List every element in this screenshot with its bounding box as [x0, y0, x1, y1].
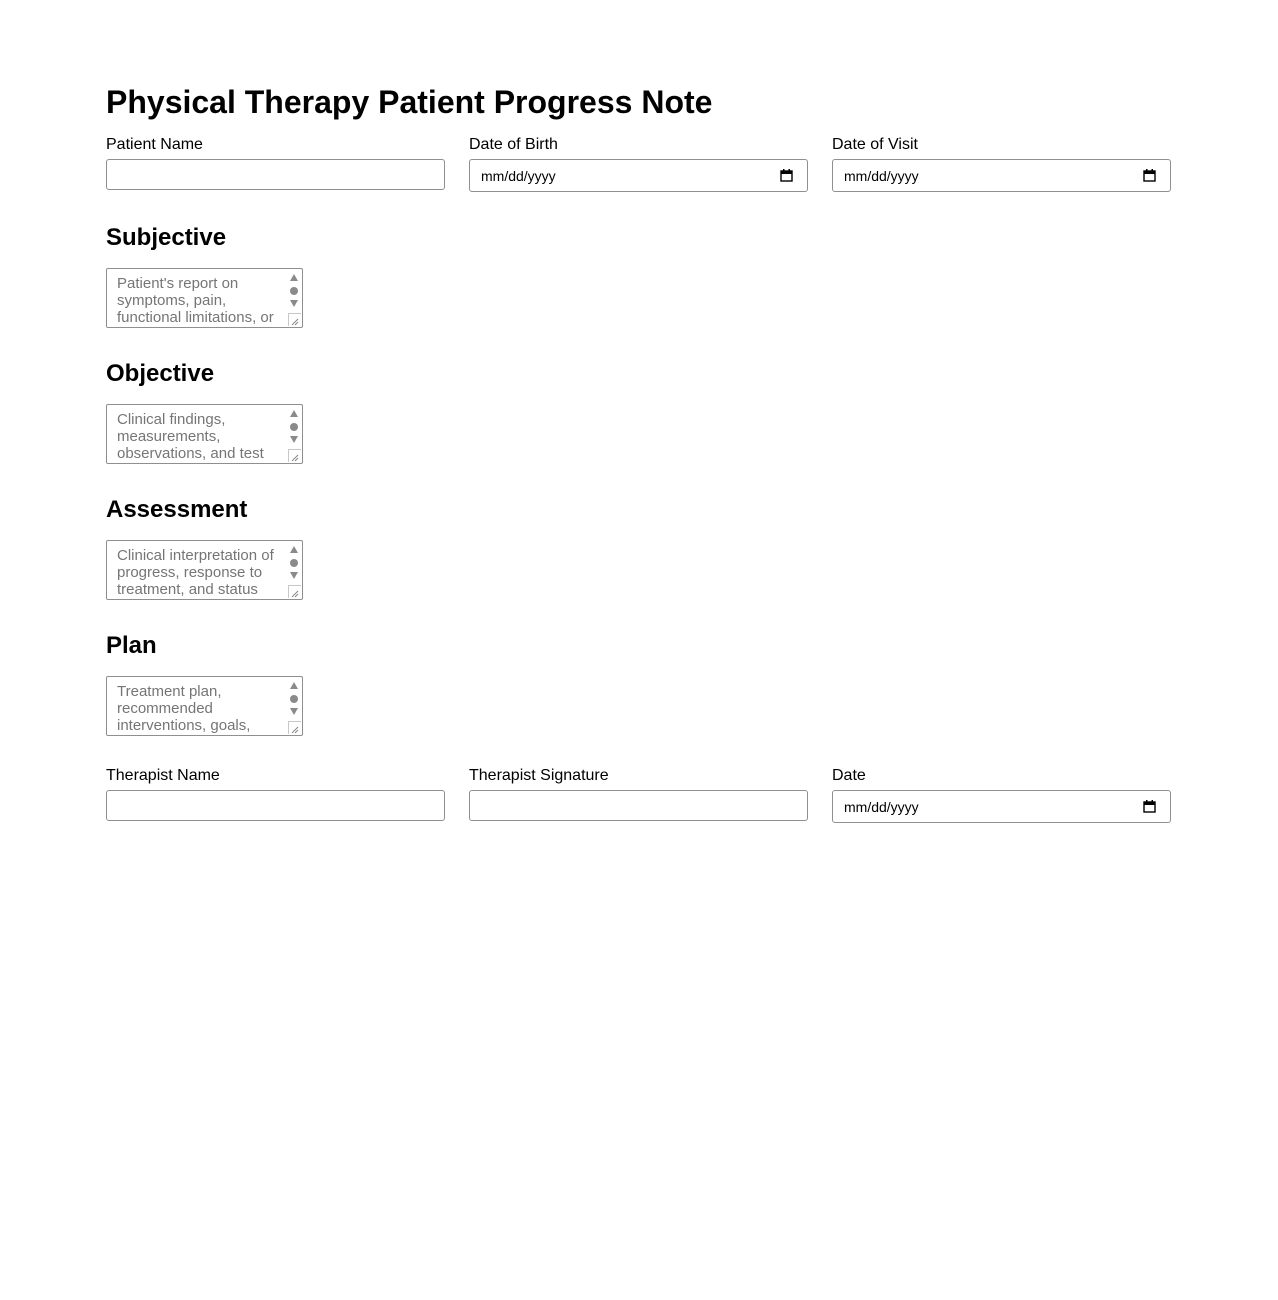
objective-heading: Objective — [106, 360, 215, 387]
scroll-up-arrow-icon — [290, 274, 298, 281]
calendar-icon[interactable] — [1143, 169, 1156, 182]
date-of-visit-input[interactable] — [832, 159, 1171, 192]
scroll-thumb — [290, 423, 298, 431]
resize-grip-icon[interactable] — [288, 585, 301, 598]
patient-name-field — [106, 136, 445, 192]
therapist-name-field — [106, 767, 445, 823]
scroll-down-arrow-icon — [290, 300, 298, 307]
therapist-date-placeholder: mm/dd/yyyy — [844, 798, 919, 815]
assessment-textarea[interactable] — [106, 540, 303, 600]
scroll-down-arrow-icon — [290, 708, 298, 715]
therapist-signature-field — [469, 767, 808, 823]
subjective-heading: Subjective — [106, 224, 227, 251]
therapist-date-field — [832, 767, 1171, 823]
page-title: Physical Therapy Patient Progress Note — [106, 84, 713, 120]
scroll-up-arrow-icon — [290, 410, 298, 417]
therapist-signature-label: Therapist Signature — [469, 767, 609, 784]
plan-textarea[interactable] — [106, 676, 303, 736]
scroll-thumb — [290, 287, 298, 295]
scroll-down-arrow-icon — [290, 436, 298, 443]
patient-info-row — [106, 136, 1172, 192]
plan-heading: Plan — [106, 632, 157, 659]
date-of-birth-field — [469, 136, 808, 192]
date-of-birth-placeholder: mm/dd/yyyy — [481, 167, 556, 184]
objective-textarea[interactable] — [106, 404, 303, 464]
resize-grip-icon[interactable] — [288, 449, 301, 462]
date-of-birth-label: Date of Birth — [469, 136, 558, 153]
scroll-down-arrow-icon — [290, 572, 298, 579]
calendar-icon[interactable] — [780, 169, 793, 182]
scroll-up-arrow-icon — [290, 546, 298, 553]
date-of-visit-label: Date of Visit — [832, 136, 918, 153]
patient-name-label: Patient Name — [106, 136, 203, 153]
scroll-up-arrow-icon — [290, 682, 298, 689]
therapist-date-input[interactable] — [832, 790, 1171, 823]
date-of-visit-placeholder: mm/dd/yyyy — [844, 167, 919, 184]
calendar-icon[interactable] — [1143, 800, 1156, 813]
therapist-name-input[interactable] — [106, 790, 445, 821]
objective-placeholder: Clinical findings, measurements, observations, and test — [117, 411, 264, 462]
resize-grip-icon[interactable] — [288, 313, 301, 326]
assessment-heading: Assessment — [106, 496, 248, 523]
subjective-placeholder: Patient's report on symptoms, pain, functional limitations, or — [117, 275, 274, 326]
therapist-signature-input[interactable] — [469, 790, 808, 821]
resize-grip-icon[interactable] — [288, 721, 301, 734]
assessment-placeholder: Clinical interpretation of progress, response to treatment, and status — [117, 547, 274, 598]
therapist-name-label: Therapist Name — [106, 767, 220, 784]
date-of-birth-input[interactable] — [469, 159, 808, 192]
therapist-info-row — [106, 767, 1172, 823]
date-of-visit-field — [832, 136, 1171, 192]
patient-name-input[interactable] — [106, 159, 445, 190]
therapist-date-label: Date — [832, 767, 866, 784]
scroll-thumb — [290, 695, 298, 703]
plan-placeholder: Treatment plan, recommended interventions, goals, — [117, 683, 251, 734]
subjective-textarea[interactable] — [106, 268, 303, 328]
scroll-thumb — [290, 559, 298, 567]
